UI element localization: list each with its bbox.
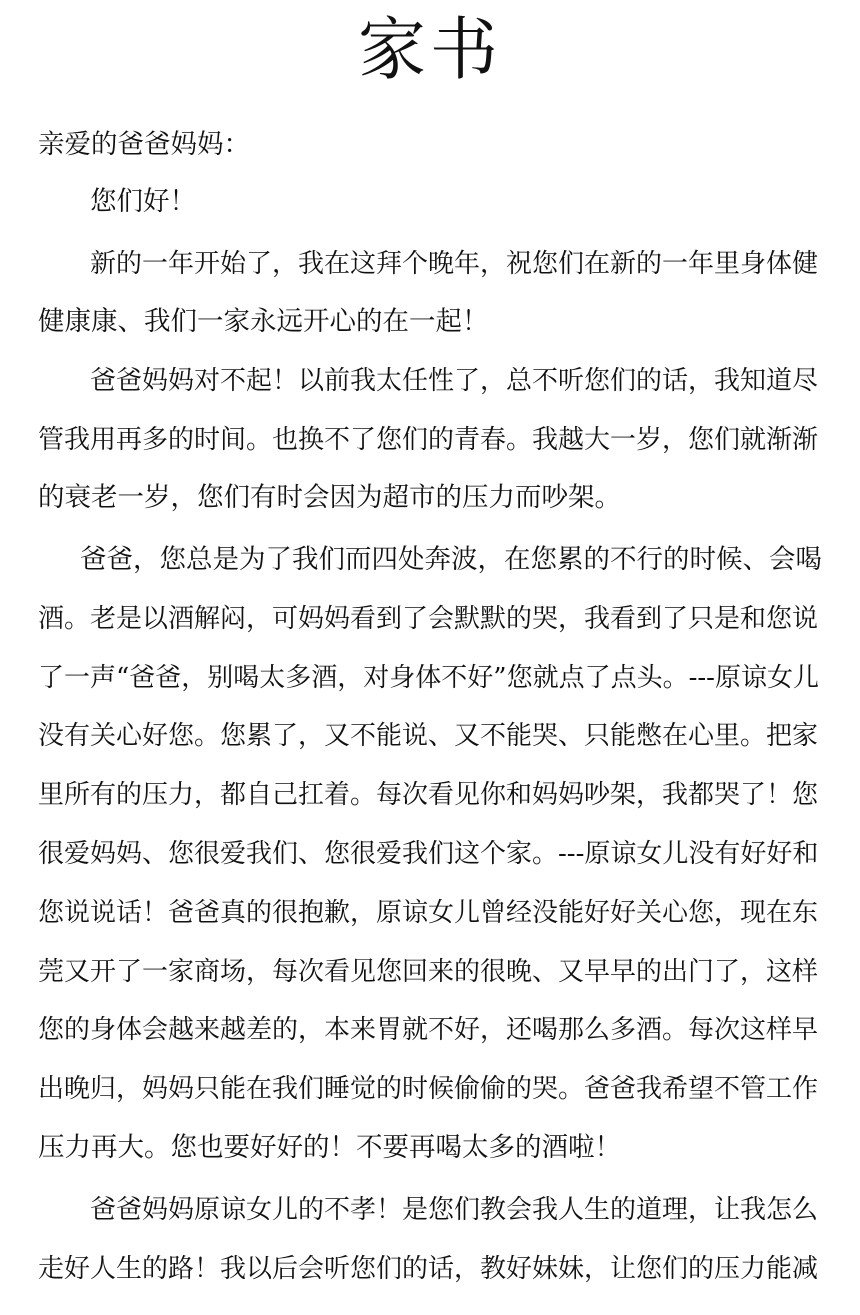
paragraph-line: 的衰老一岁，您们有时会因为超市的压力而吵架。 (38, 482, 621, 513)
paragraph-line: 很爱妈妈、您很爱我们、您很爱我们这个家。---原谅女儿没有好好和 (38, 839, 819, 869)
paragraph-line: 新的一年开始了，我在这拜个晚年，祝您们在新的一年里身体健 (90, 249, 819, 279)
paragraph-line: 爸爸妈妈对不起！以前我太任性了，总不听您们的话，我知道尽 (90, 366, 819, 396)
paragraph-line: 走好人生的路！我以后会听您们的话，教好妹妹，让您们的压力能减 (38, 1254, 819, 1284)
paragraph-line: 莞又开了一家商场，每次看见您回来的很晚、又早早的出门了，这样 (38, 957, 819, 987)
paragraph-line: 里所有的压力，都自己扛着。每次看见你和妈妈吵架，我都哭了！您 (38, 780, 819, 810)
paragraph-line: 管我用再多的时间。也换不了您们的青春。我越大一岁，您们就渐渐 (38, 425, 819, 455)
letter-title: 家书 (357, 11, 502, 90)
paragraph-line: 爸爸妈妈原谅女儿的不孝！是您们教会我人生的道理，让我怎么 (90, 1195, 819, 1225)
salutation: 亲爱的爸爸妈妈： (38, 129, 250, 160)
paragraph-line: 您说说话！爸爸真的很抱歉，原谅女儿曾经没能好好关心您，现在东 (38, 898, 819, 928)
paragraph-line: 没有关心好您。您累了，又不能说、又不能哭、只能憋在心里。把家 (38, 721, 819, 751)
paragraph-line: 出晚归，妈妈只能在我们睡觉的时候偷偷的哭。爸爸我希望不管工作 (38, 1074, 819, 1104)
paragraph-line: 了一声“爸爸，别喝太多酒，对身体不好”您就点了点头。---原谅女儿 (38, 663, 819, 693)
greeting-line: 您们好！ (90, 186, 196, 217)
paragraph-line: 您的身体会越来越差的，本来胃就不好，还喝那么多酒。每次这样早 (38, 1015, 819, 1045)
paragraph-line: 爸爸，您总是为了我们而四处奔波，在您累的不行的时候、会喝 (80, 544, 822, 575)
paragraph-line: 压力再大。您也要好好的！不要再喝太多的酒啦！ (38, 1132, 621, 1163)
paragraph-line: 酒。老是以酒解闷，可妈妈看到了会默默的哭，我看到了只是和您说 (38, 604, 819, 634)
paragraph-line: 健康康、我们一家永远开心的在一起！ (38, 306, 489, 337)
